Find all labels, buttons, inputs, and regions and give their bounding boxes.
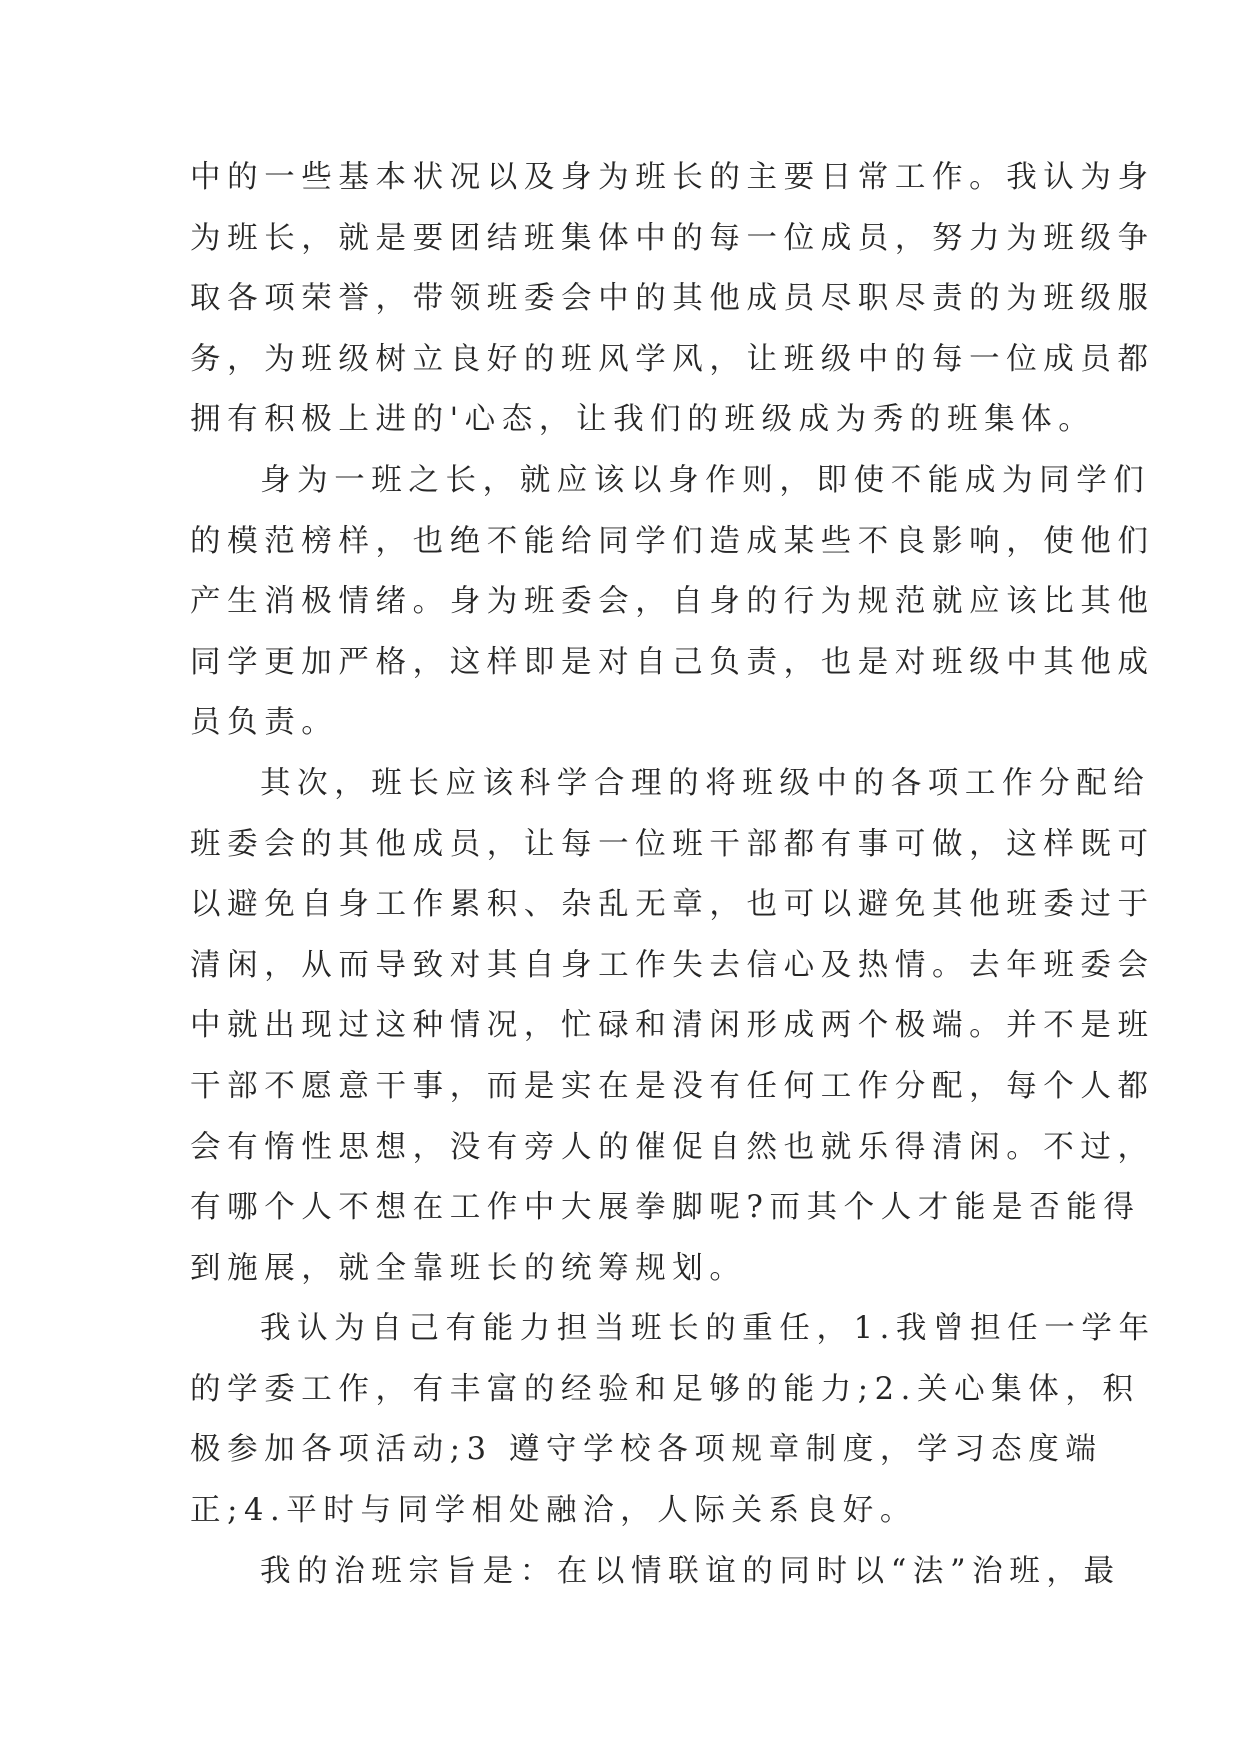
text-line: 的模范榜样，也绝不能给同学们造成某些不良影响，使他们 [190, 523, 1155, 559]
text-line: 员负责。 [190, 705, 339, 741]
paragraph-first-line: 身为一班之长，就应该以身作则，即使不能成为同学们 [260, 462, 1151, 498]
text-line: 班委会的其他成员，让每一位班干部都有事可做，这样既可 [190, 826, 1155, 862]
text-line: 有哪个人不想在工作中大展拳脚呢?而其个人才能是否能得 [190, 1190, 1141, 1226]
text-line: 为班长，就是要团结班集体中的每一位成员，努力为班级争 [190, 220, 1155, 256]
text-line: 中就出现过这种情况，忙碌和清闲形成两个极端。并不是班 [190, 1008, 1155, 1044]
paragraph-first-line: 我的治班宗旨是：在以情联谊的同时以“法”治班，最 [260, 1553, 1121, 1589]
text-line: 极参加各项活动;3 遵守学校各项规章制度，学习态度端 [190, 1432, 1103, 1468]
text-line: 清闲，从而导致对其自身工作失去信心及热情。去年班委会 [190, 947, 1155, 983]
text-line: 的学委工作，有丰富的经验和足够的能力;2.关心集体，积 [190, 1371, 1140, 1407]
text-line: 到施展，就全靠班长的统筹规划。 [190, 1250, 747, 1286]
paragraph-first-line: 我认为自己有能力担当班长的重任，1.我曾担任一学年 [260, 1311, 1156, 1347]
text-line: 以避免自身工作累积、杂乱无章，也可以避免其他班委过于 [190, 887, 1155, 923]
text-line: 同学更加严格，这样即是对自己负责，也是对班级中其他成 [190, 644, 1155, 680]
text-line: 会有惰性思想，没有旁人的催促自然也就乐得清闲。不过， [190, 1129, 1155, 1165]
text-line: 务，为班级树立良好的班风学风，让班级中的每一位成员都 [190, 341, 1155, 377]
text-line: 干部不愿意干事，而是实在是没有任何工作分配，每个人都 [190, 1068, 1155, 1104]
paragraph-first-line: 其次，班长应该科学合理的将班级中的各项工作分配给 [260, 765, 1151, 801]
document-body [190, 148, 1156, 1602]
text-line: 产生消极情绪。身为班委会，自身的行为规范就应该比其他 [190, 584, 1155, 620]
text-line: 正;4.平时与同学相处融洽，人际关系良好。 [190, 1493, 917, 1529]
text-line: 拥有积极上进的'心态，让我们的班级成为秀的班集体。 [190, 402, 1096, 438]
text-line: 中的一些基本状况以及身为班长的主要日常工作。我认为身 [190, 160, 1155, 195]
text-line: 取各项荣誉，带领班委会中的其他成员尽职尽责的为班级服 [190, 281, 1155, 317]
